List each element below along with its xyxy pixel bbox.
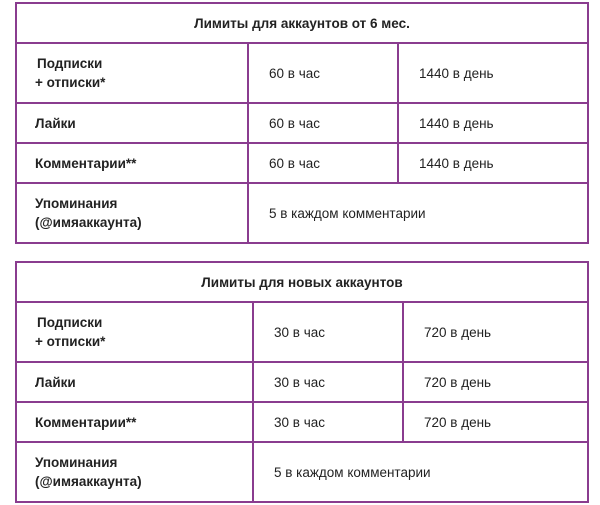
table-row [16, 362, 588, 402]
per-hour-value: 30 в час [253, 362, 403, 402]
per-hour-value: 30 в час [253, 302, 403, 362]
per-hour-value: 60 в час [248, 43, 398, 103]
row-label: Лайки [16, 103, 248, 143]
table-title: Лимиты для аккаунтов от 6 мес. [16, 3, 588, 43]
per-day-value: 720 в день [403, 402, 588, 442]
table-header-row [16, 262, 588, 302]
row-label [16, 442, 253, 502]
limits-table-new-accounts [15, 261, 589, 503]
table-header-row [16, 3, 588, 43]
row-label [16, 183, 248, 243]
table-row [16, 302, 588, 362]
table-row [16, 143, 588, 183]
combined-value: 5 в каждом комментарии [253, 442, 588, 502]
per-hour-value: 60 в час [248, 103, 398, 143]
table-row [16, 442, 588, 502]
row-label-line: Подписки [37, 56, 103, 71]
table-row [16, 402, 588, 442]
row-label-line: Упоминания [35, 196, 118, 211]
row-label: Комментарии** [16, 143, 248, 183]
per-hour-value: 30 в час [253, 402, 403, 442]
table-title: Лимиты для новых аккаунтов [16, 262, 588, 302]
row-label-line: (@имяаккаунта) [35, 474, 142, 489]
row-label-line: (@имяаккаунта) [35, 215, 142, 230]
row-label-line: Подписки [37, 315, 103, 330]
table-row [16, 183, 588, 243]
row-label: Комментарии** [16, 402, 253, 442]
per-day-value: 720 в день [403, 362, 588, 402]
limits-table-old-accounts [15, 2, 589, 244]
per-day-value: 720 в день [403, 302, 588, 362]
per-day-value: 1440 в день [398, 103, 588, 143]
row-label [16, 302, 253, 362]
table-row [16, 103, 588, 143]
per-day-value: 1440 в день [398, 43, 588, 103]
row-label-line: + отписки* [35, 334, 106, 349]
row-label: Лайки [16, 362, 253, 402]
row-label-line: Упоминания [35, 455, 118, 470]
combined-value: 5 в каждом комментарии [248, 183, 588, 243]
row-label-line: + отписки* [35, 75, 106, 90]
table-row [16, 43, 588, 103]
row-label [16, 43, 248, 103]
per-hour-value: 60 в час [248, 143, 398, 183]
per-day-value: 1440 в день [398, 143, 588, 183]
